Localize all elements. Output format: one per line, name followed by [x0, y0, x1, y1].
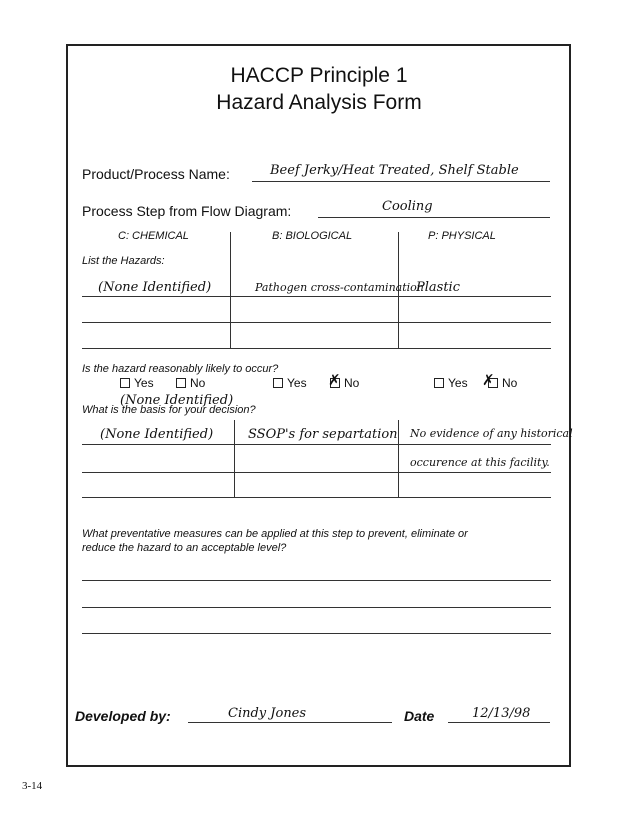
process-step-value[interactable]: Cooling — [382, 199, 433, 214]
category-physical: P: PHYSICAL — [428, 230, 496, 242]
developed-by-label: Developed by: — [75, 708, 171, 724]
likely-biological-yes[interactable] — [273, 376, 307, 390]
page-number: 3-14 — [22, 780, 43, 792]
product-name-label: Product/Process Name: — [82, 166, 230, 182]
likely-question: Is the hazard reasonably likely to occur? — [82, 363, 279, 375]
preventive-line-1 — [82, 580, 551, 581]
basis-chemical-value[interactable]: (None Identified) — [100, 427, 214, 442]
likely-chemical-note[interactable]: (None Identified) — [120, 393, 234, 408]
checkbox-icon — [120, 378, 130, 388]
basis-row-line-3 — [82, 497, 551, 498]
basis-row-line-1 — [82, 444, 551, 445]
hazards-row-line-3 — [82, 348, 551, 349]
form-title-line2: Hazard Analysis Form — [216, 91, 422, 114]
no-label: No — [502, 376, 518, 390]
yes-label: Yes — [134, 376, 154, 390]
preventive-question-line2: reduce the hazard to an acceptable level? — [82, 542, 287, 554]
check-x-icon: ✗ — [482, 371, 495, 389]
checkbox-icon — [434, 378, 444, 388]
preventive-line-2 — [82, 607, 551, 608]
basis-divider-2 — [398, 420, 399, 498]
check-x-icon: ✗ — [328, 371, 341, 389]
form-title-line1: HACCP Principle 1 — [230, 64, 408, 87]
list-hazards-label: List the Hazards: — [82, 255, 165, 267]
hazard-biological-value[interactable]: Pathogen cross-contamination — [255, 281, 424, 294]
likely-physical-yes[interactable] — [434, 376, 468, 390]
product-name-value[interactable]: Beef Jerky/Heat Treated, Shelf Stable — [270, 163, 519, 178]
developed-by-value[interactable]: Cindy Jones — [228, 706, 307, 721]
date-label: Date — [404, 708, 435, 724]
product-name-line — [252, 181, 550, 182]
basis-divider-1 — [234, 420, 235, 498]
basis-question: What is the basis for your decision? — [82, 404, 256, 416]
date-line — [448, 722, 550, 723]
basis-physical-value-line1[interactable]: No evidence of any historical — [410, 427, 573, 440]
no-label: No — [344, 376, 360, 390]
checkbox-icon — [273, 378, 283, 388]
process-step-line — [318, 217, 550, 218]
hazards-row-line-1 — [82, 296, 551, 297]
likely-chemical-yes[interactable] — [120, 376, 154, 390]
hazards-divider-1 — [230, 232, 231, 349]
category-biological: B: BIOLOGICAL — [272, 230, 353, 242]
basis-biological-value[interactable]: SSOP's for separtation — [248, 427, 398, 442]
process-step-label: Process Step from Flow Diagram: — [82, 203, 292, 219]
date-value[interactable]: 12/13/98 — [472, 706, 531, 721]
category-chemical: C: CHEMICAL — [118, 230, 189, 242]
preventive-question-line1: What preventative measures can be applied at this step to prevent, eliminate or — [82, 528, 468, 540]
basis-row-line-2 — [82, 472, 551, 473]
yes-label: Yes — [448, 376, 468, 390]
yes-label: Yes — [287, 376, 307, 390]
checkbox-icon — [176, 378, 186, 388]
likely-chemical-no[interactable] — [176, 376, 205, 390]
hazard-chemical-value[interactable]: (None Identified) — [98, 280, 212, 295]
basis-physical-value-line2[interactable]: occurence at this facility. — [410, 456, 550, 469]
no-label: No — [190, 376, 206, 390]
developed-by-line — [188, 722, 392, 723]
preventive-line-3 — [82, 633, 551, 634]
hazard-physical-value[interactable]: Plastic — [416, 280, 460, 295]
hazards-row-line-2 — [82, 322, 551, 323]
